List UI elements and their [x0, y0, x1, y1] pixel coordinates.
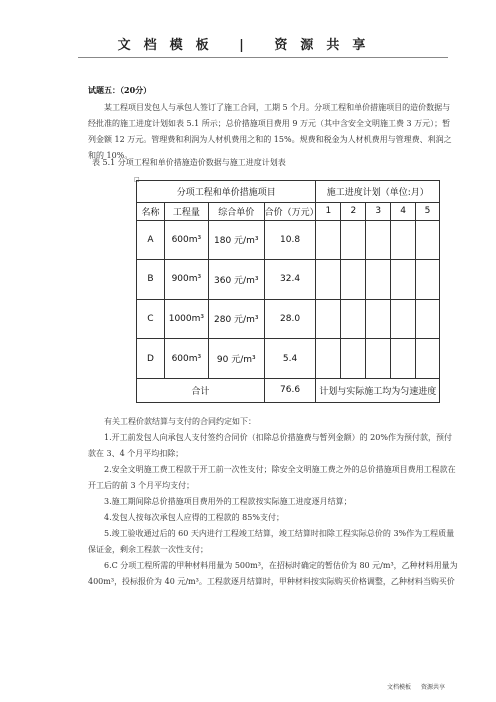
- table-row: [137, 339, 440, 379]
- table-caption: 表 5.1 分项工程和单价措施造价数据与施工进度计划表: [92, 158, 286, 167]
- schedule-cell: [366, 220, 391, 260]
- rule-item: 4.发包人按每次承包人应得的工程款的 85%支付；: [104, 513, 284, 522]
- row-price: 280 元/m³: [208, 299, 264, 339]
- schedule-cell: [316, 339, 341, 379]
- intro-paragraph: 某工程项目发包人与承包人签订了施工合同，工期 5 个月。分项工程和单价措施项目的造价数据与经批准的施工进度计划如表 5.1 所示；总价措施项目费用 9 万元（其中含安全文明施工费 3 万元）；暂列金额 12 万元。管理费和利润为人材机费用之和的 15%。规费和税金为人材机费用与管理费、利润之和的 10%。: [88, 103, 452, 160]
- month-header: 2: [341, 202, 366, 220]
- month-header: 5: [416, 202, 440, 220]
- rule-item: 3.施工期间除总价措施项目费用外的工程款按实际施工进度逐月结算；: [104, 497, 352, 506]
- schedule-cell: [416, 220, 440, 260]
- row-name: B: [137, 260, 165, 300]
- table-anchor-mark: □: [134, 176, 140, 183]
- question-title: 试题五：（20分）: [88, 85, 152, 95]
- rule-item: 2.安全文明施工费工程款于开工前一次性支付；除安全文明施工费之外的总价措施项目费用工程款在开工后的前 3 个月平均支付；: [88, 465, 456, 490]
- head-right: 施工进度计划（单位:月）: [316, 181, 440, 203]
- header-divider: [78, 57, 448, 58]
- schedule-cell: [416, 299, 440, 339]
- col-header: 综合单价: [208, 202, 264, 220]
- sum-note: 计划与实际施工均为匀速进度: [316, 378, 440, 402]
- rule-item: 6.C 分项工程所需的甲种材料用量为 500m³，在招标时确定的暂估价为 80 元/m³，乙种材料用量为 400m³，投标报价为 40 元/m³。工程款逐月结算时，甲种材料按实际购买价格调整，乙种材料当购买价: [88, 561, 458, 586]
- row-name: C: [137, 299, 165, 339]
- header-title: 文档模板 | 资源共享: [117, 38, 379, 53]
- row-name: D: [137, 339, 165, 379]
- payment-rules: [88, 414, 458, 590]
- row-qty: 600m³: [164, 339, 208, 379]
- footer-left: 文档模板: [387, 684, 412, 691]
- row-price: 90 元/m³: [208, 339, 264, 379]
- row-price: 180 元/m³: [208, 220, 264, 260]
- rule-item: 1.开工前发包人向承包人支付签约合同价（扣除总价措施费与暂列金额）的 20%作为预付款，预付款在 3、4 个月平均扣除；: [88, 433, 452, 458]
- row-total: 28.0: [264, 299, 316, 339]
- schedule-cell: [316, 220, 341, 260]
- col-header: 工程量: [164, 202, 208, 220]
- row-price: 360 元/m³: [208, 260, 264, 300]
- schedule-cell: [366, 299, 391, 339]
- month-header: 4: [391, 202, 416, 220]
- row-total: 5.4: [264, 339, 316, 379]
- table-row: [137, 299, 440, 339]
- table-row: [137, 220, 440, 260]
- schedule-cell: [341, 260, 366, 300]
- row-name: A: [137, 220, 165, 260]
- schedule-cell: [341, 220, 366, 260]
- schedule-cell: [341, 299, 366, 339]
- month-header: 3: [366, 202, 391, 220]
- cost-schedule-table: [136, 180, 440, 403]
- sum-value: 76.6: [264, 378, 316, 402]
- schedule-cell: [391, 299, 416, 339]
- rule-item: 5.竣工验收通过后的 60 天内进行工程竣工结算，竣工结算时扣除工程实际总价的 3%作为工程质量保证金，剩余工程款一次性支付；: [88, 529, 455, 554]
- month-header: 1: [316, 202, 341, 220]
- schedule-cell: [366, 339, 391, 379]
- table-row: [137, 260, 440, 300]
- row-qty: 1000m³: [164, 299, 208, 339]
- row-qty: 600m³: [164, 220, 208, 260]
- schedule-cell: [341, 339, 366, 379]
- rules-intro: 有关工程价款结算与支付的合同约定如下：: [104, 417, 256, 426]
- row-total: 32.4: [264, 260, 316, 300]
- schedule-cell: [391, 339, 416, 379]
- page-header: [0, 0, 496, 80]
- schedule-cell: [391, 260, 416, 300]
- row-qty: 900m³: [164, 260, 208, 300]
- schedule-cell: [391, 220, 416, 260]
- page-footer: [387, 682, 453, 691]
- col-header: 名称: [137, 202, 165, 220]
- schedule-cell: [316, 299, 341, 339]
- col-header: 合价（万元）: [264, 202, 316, 220]
- head-left: 分项工程和单价措施项目: [137, 181, 316, 203]
- schedule-cell: [416, 339, 440, 379]
- schedule-cell: [416, 260, 440, 300]
- sum-label: 合计: [137, 378, 265, 402]
- schedule-cell: [316, 260, 341, 300]
- schedule-cell: [366, 260, 391, 300]
- footer-right: 资源共享: [420, 684, 445, 691]
- row-total: 10.8: [264, 220, 316, 260]
